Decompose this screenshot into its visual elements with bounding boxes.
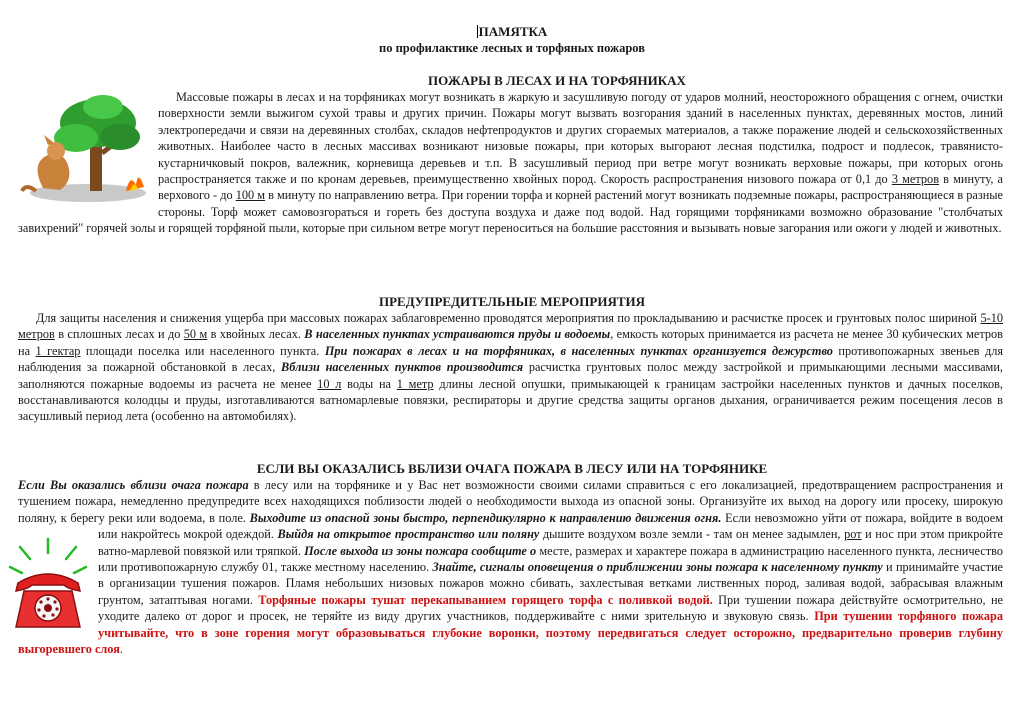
section-heading-if-near-fire: ЕСЛИ ВЫ ОКАЗАЛИСЬ ВБЛИЗИ ОЧАГА ПОЖАРА В ЛЕСУ ИЛИ НА ТОРФЯНИКЕ xyxy=(256,461,768,476)
red-telephone-icon xyxy=(8,535,90,635)
section-prevention-text: Для защиты населения и снижения ущерба при массовых пожарах заблаговременно проводятся мероприятия по прокладыванию и расчистке просек и грунтовых полос шириной 5-10 метров в сплошных лесах и до 50 м в хвойных лесах. В населенных пунктах устраиваются пруды и водоемы, емкость которых принимается из расчета не менее 30 кубических метров на 1 гектар площади поселка или населенного пункта. При пожарах в лесах и на торфяниках, в населенных пунктах организуется дежурство противопожарных звеньев для наблюдения за пожарной обстановкой в лесах, Вблизи населенных пунктов производится расчистка грунтовых полос между застройкой и примыкающими лесными массивами, заполняются пожарные водоемы из расчета не менее 10 л воды на 1 метр длины лесной опушки, примыкающей к границам застройки населенных пунктов и дачных поселков, восстанавливаются колодцы и пруды, изготавливаются ватномарлевые повязки, респираторы и другие средства защиты органов дыхания, ограничивается режим посещения лесов в засушливый период лета (особенно на автомобилях). xyxy=(18,311,1003,424)
text-cursor xyxy=(477,25,478,38)
memo-subtitle: по профилактике лесных и торфяных пожаров xyxy=(379,41,645,55)
section-if-near-fire-text: Если Вы оказались вблизи очага пожара в лесу или на торфянике и у Вас нет возможности своими силами справиться с его локализацией, предотвращением распространения и тушением пожара, немедленно предупредите всех находящихся поблизости людей о необходимости выхода из опасной зоны. Организуйте их выход на дорогу или просеку, широкую поляну, к берегу реки или водоема, в поле. Выходите из опасной зоны быстро, перпендикулярно к направлению движения огня. Если невозможно уйти от пожара, войдите в водоем или накройтесь мокрой одеждой. Выйдя на открытое пространство или поляну дышите воздухом возле земли - там он менее задымлен, рот и нос при этом прикройте ватно-марлевой повязкой или тряпкой. После выхода из зоны пожара сообщите о месте, размерах и характере пожара в администрацию населенного пункта, лесничество или противопожарную службу 01, также местному населению. Знайте, сигналы оповещения о приближении зоны пожара к населенному пункту и принимайте участие в организации тушения пожаров. Пламя небольших низовых пожаров можно сбивать, захлестывая ветками лиственных пород, заливая водой, забрасывая влажным грунтом, затаптывая ногами. Торфяные пожары тушат перекапыванием горящего торфа с поливкой водой. При тушении пожара действуйте осмотрительно, не уходите далеко от дорог и просек, не теряйте из виду других участников, поддерживайте с ними зрительную и звуковую связь. При тушении торфяного пожара учитывайте, что в зоне горения могут образовываться глубокие воронки, поэтому передвигаться следует осторожно, предварительно проверив глубину выгоревшего слоя. xyxy=(18,477,1003,657)
section-heading-fires: ПОЖАРЫ В ЛЕСАХ И НА ТОРФЯНИКАХ xyxy=(428,73,686,88)
forest-fire-clipart-icon xyxy=(18,93,148,208)
section-heading-prevention: ПРЕДУПРЕДИТЕЛЬНЫЕ МЕРОПРИЯТИЯ xyxy=(378,294,646,309)
section-fires-text: Массовые пожары в лесах и на торфяниках могут возникать в жаркую и засушливую погоду от ударов молний, неосторожного обращения с огнем, очистки поверхности земли выжигом сухой травы и других причин. Пожары могут вызвать возгорания зданий в населенных пунктах, деревянных мостов, линий электропередачи и связи на деревянных столбах, складов нефтепродуктов и других сгораемых материалов, а также поражение людей и сельскохозяйственных животных. Наиболее часто в лесных массивах возникают низовые пожары, при которых выгорают лесная подстилка, подрост и подлесок, травянисто-кустарничковый покров, валежник, корневища деревьев и т.п. В засушливый период при ветре могут возникать верховые пожары, при которых огонь распространяется также и по кронам деревьев, преимущественно хвойных пород. Скорость распространения низового пожара от 0,1 до 3 метров в минуту, а верхового - до 100 м в минуту по направлению ветра. При горении торфа и корней растений могут возникать подземные пожары, распространяющиеся в разные стороны. Торф может самовозгораться и гореть без доступа воздуха и даже под водой. Над горящими торфяниками возможно образование "столбчатых завихрений" горячей золы и горящей торфяной пыли, которые при сильном ветре могут переноситься на большие расстояния и вызывать новые загорания или ожоги у людей и животных. xyxy=(18,90,1004,236)
memo-title: ПАМЯТКА xyxy=(478,24,548,39)
